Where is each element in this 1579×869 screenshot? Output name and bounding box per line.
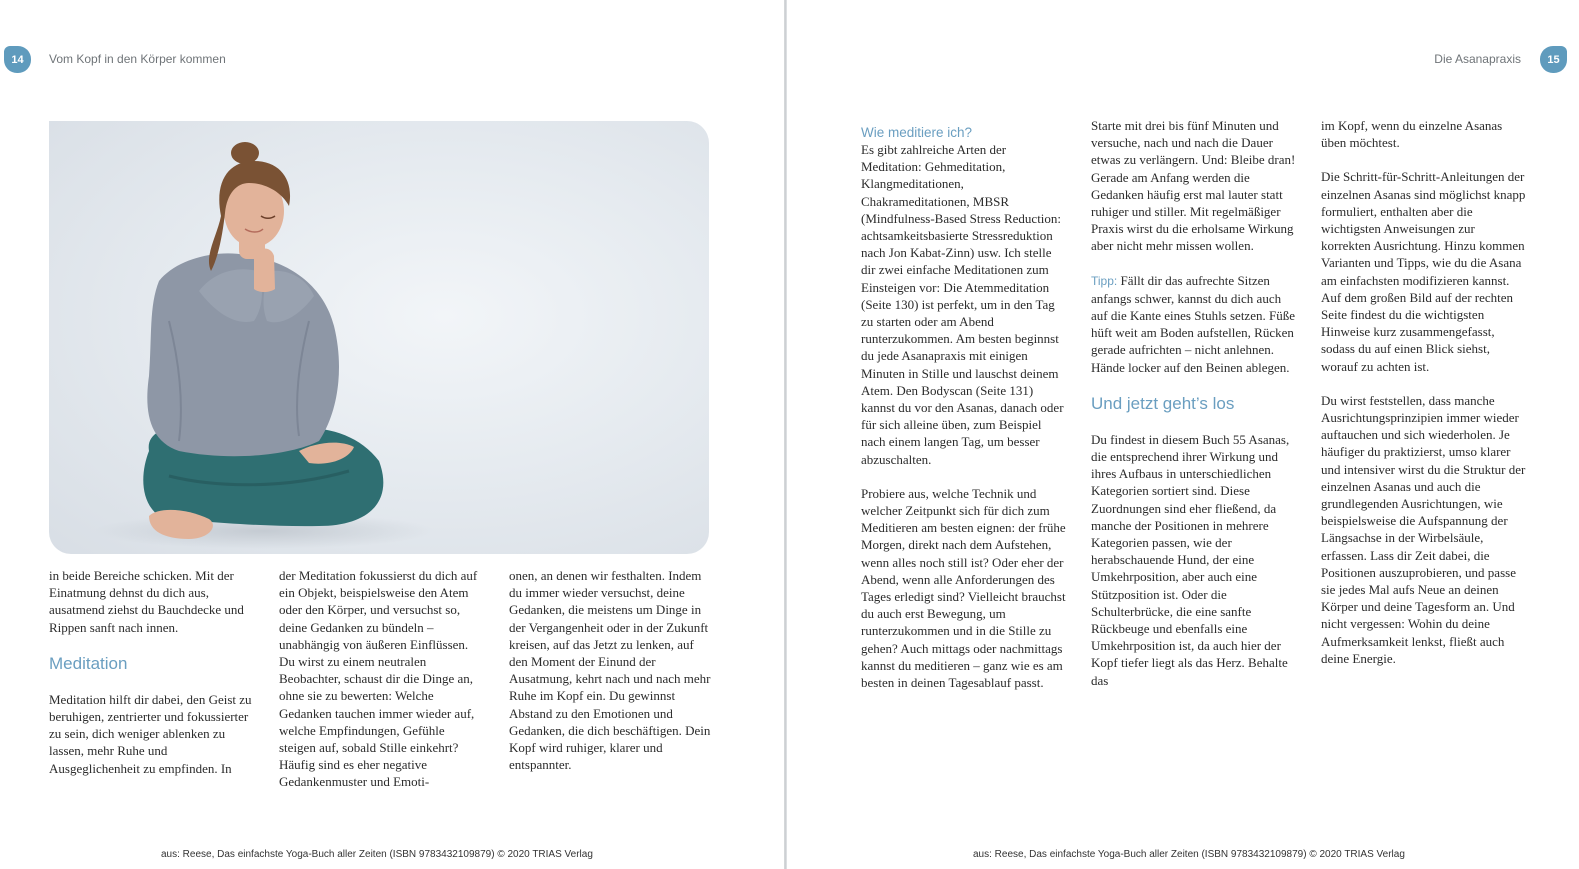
paragraph: Du wirst feststellen, dass manche Ausrichtungsprinzipien immer wieder auftauchen und sich wiederholen. Je häufiger du praktizierst, umso klarer und intensiver wirst du die Struktur der einzelnen Asanas und auch die grundlegenden Ausrichtungen, wie beispielsweise die Aufspannung der Längsachse in der Wirbelsäule, erfassen. Lass dir Zeit dabei, die Positionen auszuprobieren, und passe sie jedes Mal aufs Neue an deinen Körper und deine Tagesform an. Und nicht vergessen: Wohin du deine Aufmerksamkeit lenkst, fließt auch deine Energie.: [1321, 392, 1526, 666]
paragraph: Probiere aus, welche Technik und welcher Zeitpunkt sich für dich zum Meditieren am besten eignen: der frühe Morgen, direkt nach dem Aufstehen, wenn alles noch still ist? Oder eher der Abend, wenn alle Anforderungen des Tages erledigt sind? Vielleicht brauchst du auch erst Bewegung, um runterzukommen und in die Stille zu gehen? Auch mittags oder nachmittags kannst du meditieren – ganz wie es am besten in deinen Tagesablauf passt.: [861, 485, 1066, 691]
footer-credit-left: aus: Reese, Das einfachste Yoga-Buch aller Zeiten (ISBN 9783432109879) © 2020 TRIAS Verlag: [161, 849, 593, 860]
paragraph: Die Schritt-für-Schritt-Anleitungen der einzelnen Asanas sind möglichst knapp formuliert, enthalten aber die wichtigsten Anweisungen zur korrekten Ausrichtung. Hinzu kommen Varianten und Tipps, wie du die Asana am einfachsten modifizieren kannst. Auf dem großen Bild auf der rechten Seite findest du die wichtigsten Hinweise kurz zusammengefasst, sodass du auf einen Blick siehst, worauf zu achten ist.: [1321, 169, 1526, 374]
tip-label: Tipp:: [1091, 273, 1118, 288]
paragraph: der Meditation fokussierst du dich auf ein Objekt, beispielsweise den Atem oder den Körper, und versuchst so, deine Gedanken zu bündeln – unabhängig von äußeren Einflüssen. Du wirst zu einem neutralen Beobachter, schaust dir die Dinge an, ohne sie zu bewerten: Welche Gedanken tauchen immer wieder auf, welche Empfindungen, Gefühle steigen auf, sobald Stille einkehrt? Häufig sind es eher negative Gedankenmuster und Emoti-: [279, 568, 478, 790]
tip-paragraph: [1091, 272, 1296, 376]
page-number-right: 15: [1540, 46, 1567, 73]
tip-text: Fällt dir das aufrechte Sitzen anfangs schwer, kannst du dich auch auf die Kante eines Stuhls setzen. Füße hüft weit am Boden aufstellen, Rücken gerade aufrichten – nicht anlehnen. Hände locker auf den Beinen ablegen.: [1091, 272, 1295, 375]
page-number-left: 14: [4, 46, 31, 73]
paragraph: in beide Bereiche schicken. Mit der Einatmung dehnst du dich aus, ausatmend ziehst du Bauchdecke und Rippen sanft nach innen.: [49, 568, 244, 635]
paragraph: onen, an denen wir festhalten. Indem du immer wieder versuchst, deine Gedanken, die meistens um Dinge in der Vergangenheit oder in der Zukunft kreisen, auf das Jetzt zu lenken, auf den Moment der Einund der Ausatmung, kehrt nach und nach mehr Ruhe im Kopf ein. Du gewinnst Abstand zu den Emotionen und Gedanken, die dich beschäftigen. Dein Kopf wird ruhiger, klarer und entspannter.: [509, 568, 711, 773]
right-column-3: [1321, 117, 1526, 667]
paragraph: im Kopf, wenn du einzelne Asanas üben möchtest.: [1321, 118, 1503, 151]
footer-credit-right: aus: Reese, Das einfachste Yoga-Buch aller Zeiten (ISBN 9783432109879) © 2020 TRIAS Verlag: [973, 849, 1405, 860]
section-heading-meditation: Meditation: [49, 653, 128, 673]
right-page: [788, 0, 1579, 869]
left-column-1: [49, 567, 254, 777]
woman-meditating-illustration: [49, 121, 709, 554]
subheading-wie-meditiere-ich: Wie meditiere ich?: [861, 125, 973, 140]
paragraph: Es gibt zahlreiche Arten der Meditation: Gehmeditation, Klangmeditationen, Chakrameditationen, MBSR (Mindfulness-Based Stress Reduction: achtsamkeitsbasierte Stressreduktion nach Jon Kabat-Zinn) usw. Ich stelle dir zwei einfache Meditationen zum Einsteigen vor: Die Atemmeditation (Seite 130) ist perfekt, um in den Tag zu starten oder am Abend runterzukommen. Am besten beginnst du jede Asanapraxis mit einigen Minuten in Stille und lauschst deinem Atem. Den Bodyscan (Seite 131) kannst du vor den Asanas, danach oder für sich alleine üben, zum Beispiel nach einem langen Tag, um besser abzuschalten.: [861, 142, 1064, 467]
section-heading-los-gehts: Und jetzt geht’s los: [1091, 393, 1235, 413]
right-column-1: [861, 124, 1066, 691]
left-column-2: [279, 567, 484, 791]
left-column-3: [509, 567, 714, 773]
left-page: [0, 0, 785, 869]
running-head-right: Die Asanapraxis: [1434, 52, 1521, 66]
paragraph: Meditation hilft dir dabei, den Geist zu beruhigen, zentrierter und fokussierter zu sein, dich weniger ablenken zu lassen, mehr Ruhe und Ausgeglichenheit zu empfinden. In: [49, 691, 252, 776]
paragraph: Starte mit drei bis fünf Minuten und versuche, nach und nach die Dauer etwas zu verlängern. Und: Bleibe dran! Gerade am Anfang werden die Gedanken häufig erst mal lauter statt ruhiger und stiller. Mit regelmäßiger Praxis wirst du die erholsame Wirkung aber nicht mehr missen wollen.: [1091, 118, 1296, 254]
paragraph: Du findest in diesem Buch 55 Asanas, die entsprechend ihrer Wirkung und ihres Aufbaus in unterschiedlichen Kategorien sortiert sind. Diese Zuordnungen sind eher fließend, da manche der Positionen in mehrere Kategorien passen, wie der herabschauende Hund, der eine Umkehrposition, aber auch eine Stützposition ist. Oder die Schulterbrücke, die eine sanfte Rückbeuge und ebenfalls eine Umkehrposition ist, da auch hier der Kopf tiefer liegt als das Herz. Behalte das: [1091, 431, 1290, 688]
hair-bun: [231, 142, 259, 164]
running-head-left: Vom Kopf in den Körper kommen: [49, 52, 226, 66]
page-gutter: [784, 0, 787, 869]
meditation-photo: [49, 121, 709, 554]
right-column-2: [1091, 117, 1296, 689]
